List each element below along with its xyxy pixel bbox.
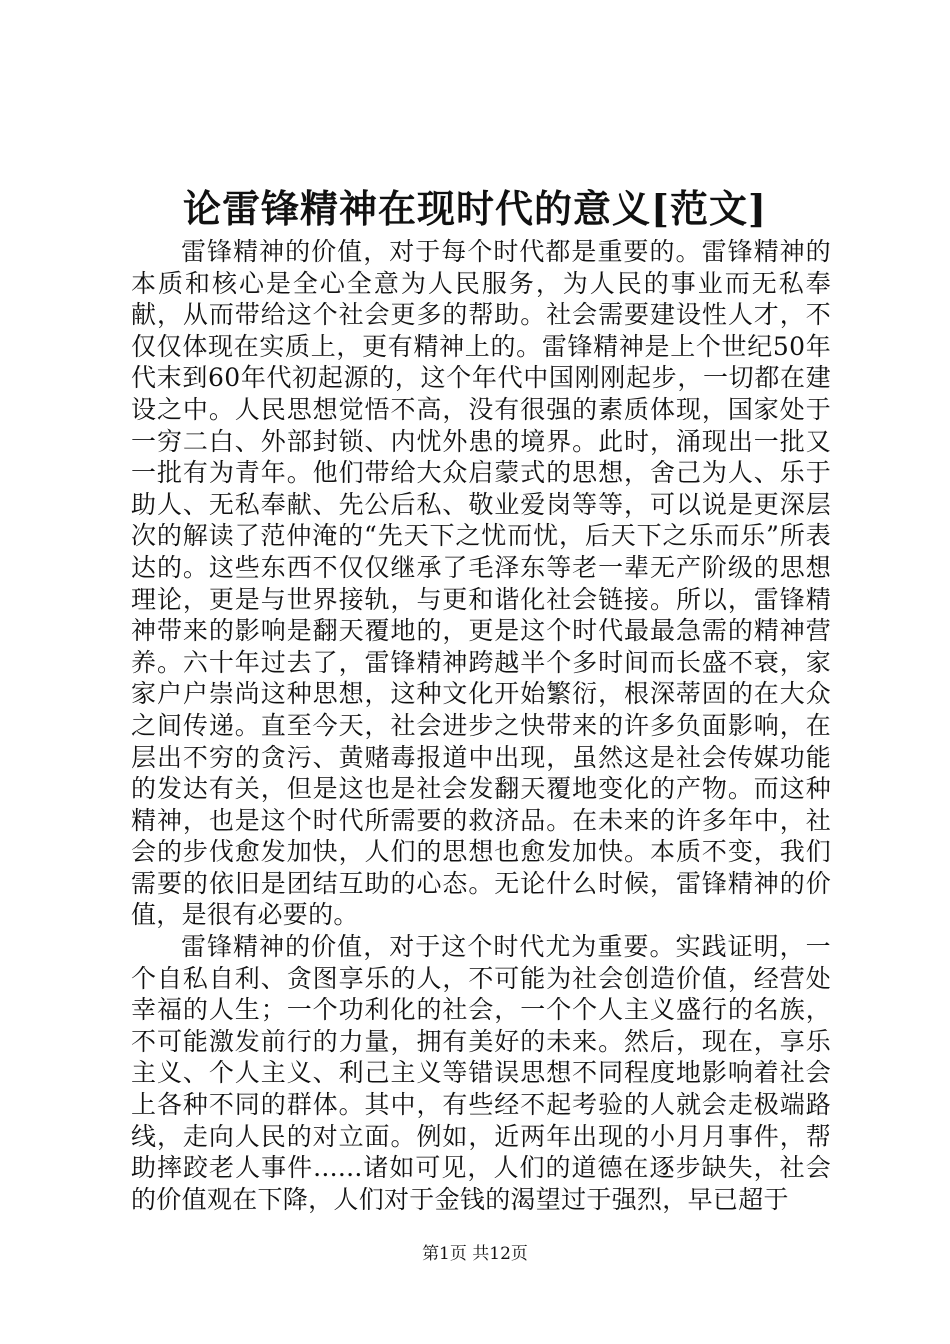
document-title: 论雷锋精神在现时代的意义[范文] — [183, 186, 767, 231]
paragraph: 雷锋精神的价值，对于这个时代尤为重要。实践证明，一个自私自利、贪图享乐的人，不可能为社会创造价值，经营处幸福的人生；一个功利化的社会，一个个人主义盛行的名族，不可能激发前行的力量，拥有美好的未来。然后，现在，享乐主义、个人主义、利己主义等错误思想不同程度地影响着社会上各种不同的群体。其中，有些经不起考验的人就会走极端路线，走向人民的对立面。例如，近两年出现的小月月事件，帮助摔跤老人事件......诸如可见，人们的道德在逐步缺失，社会的价值观在下降，人们对于金钱的渴望过于强烈，早已超于 — [131, 932, 831, 1214]
page-number-footer: 第1页 共12页 — [422, 1244, 528, 1264]
paragraph: 雷锋精神的价值，对于每个时代都是重要的。雷锋精神的本质和核心是全心全意为人民服务，为人民的事业而无私奉献，从而带给这个社会更多的帮助。社会需要建设性人才，不仅仅体现在实质上，更有精神上的。雷锋精神是上个世纪50年代末到60年代初起源的，这个年代中国刚刚起步，一切都在建设之中。人民思想觉悟不高，没有很强的素质体现，国家处于一穷二白、外部封锁、内忧外患的境界。此时，涌现出一批又一批有为青年。他们带给大众启蒙式的思想，舍己为人、乐于助人、无私奉献、先公后私、敬业爱岗等等，可以说是更深层次的解读了范仲淹的“先天下之忧而忧，后天下之乐而乐”所表达的。这些东西不仅仅继承了毛泽东等老一辈无产阶级的思想理论，更是与世界接轨，与更和谐化社会链接。所以，雷锋精神带来的影响是翻天覆地的，更是这个时代最最急需的精神营养。六十年过去了，雷锋精神跨越半个多时间而长盛不衰，家家户户崇尚这种思想，这种文化开始繁衍，根深蒂固的在大众之间传递。直至今天，社会进步之快带来的许多负面影响，在层出不穷的贪污、黄赌毒报道中出现，虽然这是社会传媒功能的发达有关，但是这也是社会发翻天覆地变化的产物。而这种精神，也是这个时代所需要的救济品。在未来的许多年中，社会的步伐愈发加快，人们的思想也愈发加快。本质不变，我们需要的依旧是团结互助的心态。无论什么时候，雷锋精神的价值，是很有必要的。 — [131, 237, 831, 930]
document-body — [131, 236, 831, 1215]
